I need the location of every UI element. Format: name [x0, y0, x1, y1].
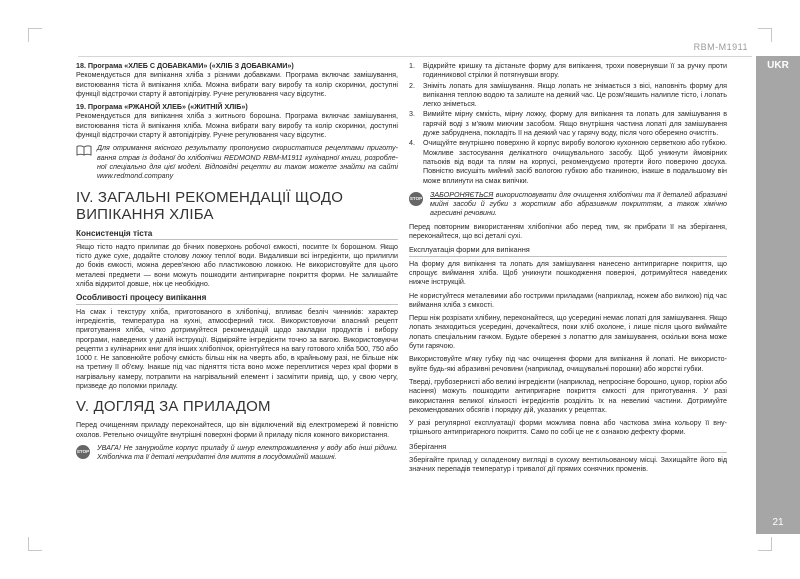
- right-column: [409, 62, 727, 479]
- consistency-title: Консистенція тіста: [76, 229, 398, 240]
- crop-mark: [28, 537, 29, 551]
- section-5-text: Перед очищенням приладу переконайтеся, що він відключений від електромережі й повністю охолов. Ретельно очищуйте внутрішні поверхні форми й приладу після кожного використання.: [76, 421, 398, 439]
- program-19-title: 19. Програма «РЖАНОЙ ХЛЕБ» («ЖИТНІЙ ХЛІБ»): [76, 103, 248, 112]
- crop-mark: [758, 28, 772, 29]
- form-paragraph: У разі регулярної експлуатації форми можлива повна або часткова зміна кольору її внутрішнього антипригарного покриття. Само по собі це не є ознакою дефекту форми.: [409, 419, 727, 437]
- crop-mark: [758, 550, 772, 551]
- list-item: 1. Відкрийте кришку та дістаньте форму для випікання, трохи повернувши її за ручку проти годинникової стрілки й потягнувши вгору.: [409, 62, 727, 80]
- forbid-lead: ЗАБОРОНЯЄТЬСЯ: [430, 190, 494, 199]
- form-title: Експлуатація форми для випікання: [409, 245, 727, 256]
- process-text: На смак і текстуру хліба, приготованого в хлібопічці, впливає безліч чинників: характер інгредієнтів, температура на кухні, атмосферний тиск. Використовуючи власний рецепт приготування хліба, чітко дотримуйтеся рекомендацій щодо закладки продуктів і вибору програми, наведених у даній інструкції. Відміряйте інгредієнти точно за вагою. Використовуючи рецепти з кулінарних книг для інших хлібопічок, орієнтуйтеся на вагу готового хліба 500, 750 або 1000 г. Не заповнюйте робочу ємкість більш ніж на чверть або, в крайньому разі, не більше ніж на третину її об'єму. Інакше під час підняття тіста воно може переплитися через краї форми в нагрівальну камеру, потрапити на нагрівальний елемент і засмітити привід, що, у свою чергу, призведе до поломки приладу.: [76, 307, 398, 391]
- list-item: 3. Вимийте мірну ємкість, мірну ложку, форму для випікання та лопать для замішування в гарячій воді з м'яким миючим засобом. Якщо внутрішня частина лопаті для замішування дуже забруднена, покладіть її на деякий час у гарячу воду, після чого обережно очистіть.: [409, 110, 727, 138]
- stop-icon: STOP: [76, 445, 90, 459]
- form-paragraph: Не користуйтеся металевими або гострими приладами (наприклад, ножем або вилкою) під час виймання хліба з ємкості.: [409, 291, 727, 309]
- forbid-text: використовувати для очищення хлібопічки та її деталей абразивні мийні засоби й губки з жорстким або абразивним покриттям, а також хімічно агресивні речовини.: [430, 190, 727, 218]
- list-item: 4. Очищуйте внутрішню поверхню й корпус виробу вологою кухонною серветкою або губкою. Можливе застосування делікатного очищувального засобу. Щоб уникнути ймовірних патьоків від води та плям на корпусі, рекомендуємо протерти його поверхню досуха. Повністю висушіть мийний засіб вологою губкою або тканиною, інакше в подальшому він може вплинути на смак випічки.: [409, 139, 727, 185]
- storage-text: Зберігайте прилад у складеному вигляді в сухому вентильованому місці. Захищайте його від значних перепадів температур і тривалої дії прямих сонячних променів.: [409, 455, 727, 474]
- list-item: 2. Зніміть лопать для замішування. Якщо лопать не знімається з вісі, наповніть форму для випікання теплою водою та залиште на деякий час. Це розм'якшить налипле тісто, і лопать легко зніметься.: [409, 81, 727, 109]
- cleaning-steps: [409, 62, 727, 186]
- model-label: RBM-M1911: [693, 42, 748, 52]
- stop-icon: STOP: [409, 192, 423, 206]
- book-icon: [76, 145, 92, 181]
- page-number: 21: [772, 517, 784, 528]
- crop-mark: [771, 537, 772, 551]
- side-tab: [756, 56, 800, 534]
- program-19-text: Рекомендується для випікання хліба з житнього борошна. Програма включає замішування, вистоювання тіста й випікання хліба. Можна вибрати вагу виробу та колір скоринки, доступні функції відстрочки старту й автопідігріву. Ручне регулювання часу відсутнє.: [76, 112, 398, 140]
- form-paragraph: Перш ніж розрізати хлібину, переконайтеся, що усередині немає лопаті для замішування. Якщо лопать знаходиться усередині, дочекайтеся, поки хліб охолоне, і лише після цього виймайте лопать спеціальним гачком. Будьте обережні з лопаттю для замішування, оскільки вона може бути гарячою.: [409, 314, 727, 351]
- process-title: Особливості процесу випікання: [76, 293, 398, 304]
- language-tab: UKR: [767, 60, 789, 71]
- warning-note: [76, 444, 398, 463]
- crop-mark: [28, 28, 42, 29]
- before-use-text: Перед повторним використанням хлібопічки або перед тим, як прибрати її на зберігання, переконайтеся, що всі деталі сухі.: [409, 222, 727, 241]
- consistency-text: Якщо тісто надто прилипає до бічних поверхонь робочої ємкості, посипте їх борошном. Якщо тісто дуже сухе, додайте столову ложку теплої води. Видаливши всі інгредієнти, що прилипли до боків ємкості, можна дерев'яною або пластиковою ложкою. Не використовуйте для цього металеві предмети — вони можуть пошкодити антипригарне покриття форми. Не залишайте хліба відкритої довше, ніж це необхідно.: [76, 242, 398, 289]
- program-18-title: 18. Програма «ХЛЕБ С ДОБАВКАМИ» («ХЛІБ З ДОБАВКАМИ»): [76, 62, 294, 70]
- crop-mark: [28, 28, 29, 42]
- program-18-text: Рекомендується для випікання хліба з різними добавками. Програма включає замішування, вистоювання тіста й випікання хліба. Можна вибрати вагу виробу та колір скоринки, доступні функції відстрочки старту й автопідігріву. Ручне регулювання часу відсутнє.: [76, 71, 398, 98]
- header-rule: [78, 56, 752, 57]
- form-paragraph: На форму для випікання та лопать для замішування нанесено антипригарне покриття, що спрощує виймання хліба. Щоб уникнути пошкодження поверхні, дотримуйтеся наведених нижче інструкцій.: [409, 259, 727, 287]
- form-paragraph: Тверді, грубозернисті або великі інгредієнти (наприклад, непросіяне борошно, цукор, горіхи або насіння) можуть пошкодити антипригарне покриття ємкості для приготування. У разі використання великої кількості інгредієнтів розділіть їх на невеликі частини. Дотримуйте рекомендованих обсягів і порядку дій, указаних у рецептах.: [409, 377, 727, 414]
- forbid-note: [409, 191, 727, 219]
- crop-mark: [28, 550, 42, 551]
- section-4-title: IV. ЗАГАЛЬНІ РЕКОМЕНДАЦІЇ ЩОДО ВИПІКАННЯ ХЛІБА: [76, 188, 344, 223]
- recipe-note-text: Для отримання якісного результату пропонуємо скористатися рецептами приготування страв із доданої до хлібопічки REDMOND RBM-M1911 кулінарної книги, розробленої спеціально для цієї моделі. Відповідні рецепти ви також можете знайти на сайті www.redmond.company: [97, 144, 398, 181]
- recipe-note: [76, 144, 398, 181]
- form-paragraph: Використовуйте м'яку губку під час очищення форми для випікання й лопаті. Не використовуйте будь-які абразивні речовини (наприклад, очищувальні порошки) або жорсткі губки.: [409, 355, 727, 373]
- storage-title: Зберігання: [409, 442, 727, 453]
- warning-text: УВАГА! Не занурюйте корпус приладу й шнур електроживлення у воду або інші рідини. Хлібопічка та її деталі непридатні для миття в посудомийній машині.: [97, 443, 398, 462]
- section-5-title: V. ДОГЛЯД ЗА ПРИЛАДОМ: [76, 398, 271, 416]
- left-column: [76, 62, 398, 467]
- crop-mark: [771, 28, 772, 42]
